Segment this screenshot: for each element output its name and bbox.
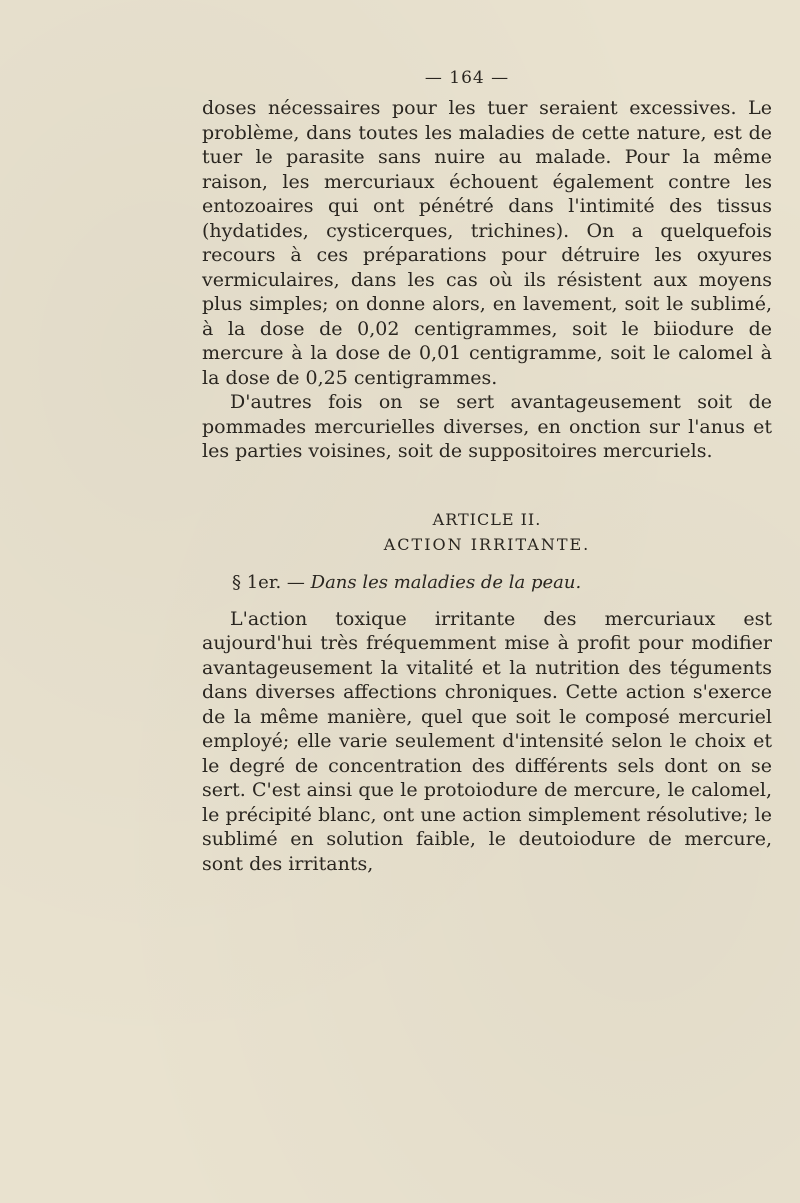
article-heading: ARTICLE II. [432,509,542,529]
subsection-heading [232,572,772,593]
book-page [202,68,772,876]
subsection-title: Dans les maladies de la peau. [310,571,582,593]
paragraph: doses nécessaires pour les tuer seraient excessives. Le problème, dans toutes les maladies de cette nature, est de tuer le parasite sans nuire au malade. Pour la même raison, les mercuriaux échouent également contre les entozoaires qui ont pénétré dans l'intimité des tissus (hydatides, cysticerques, trichines). On a quelquefois recours à ces préparations pour détruire les oxyures vermiculaires, dans les cas où ils résistent aux moyens plus simples; on donne alors, en lavement, soit le sublimé, à la dose de 0,02 centigrammes, soit le biiodure de mercure à la dose de 0,01 centigramme, soit le calomel à la dose de 0,25 centigrammes. [202,97,772,389]
subsection-number: § 1er. — [232,571,305,593]
page-number: — 164 — [424,68,510,88]
body-text [202,96,772,464]
paragraph: L'action toxique irritante des mercuriaux est aujourd'hui très fréquemment mise à profit pour modifier avantageusement la vitalité et la nutrition des téguments dans diverses affections chroniques. Cette action s'exerce de la même manière, quel que soit le composé mercuriel employé; elle varie seulement d'intensité selon le choix et le degré de concentration des différents sels dont on se sert. C'est ainsi que le protoiodure de mercure, le calomel, le précipité blanc, ont une action simplement résolutive; le sublimé en solution faible, le deutoiodure de mercure, sont des irritants, [202,607,772,875]
section-heading: ACTION IRRITANTE. [383,534,591,554]
body-text [202,607,772,877]
paragraph: D'autres fois on se sert avantageusement soit de pommades mercurielles diverses, en onction sur l'anus et les parties voisines, soit de suppositoires mercuriels. [202,391,772,462]
